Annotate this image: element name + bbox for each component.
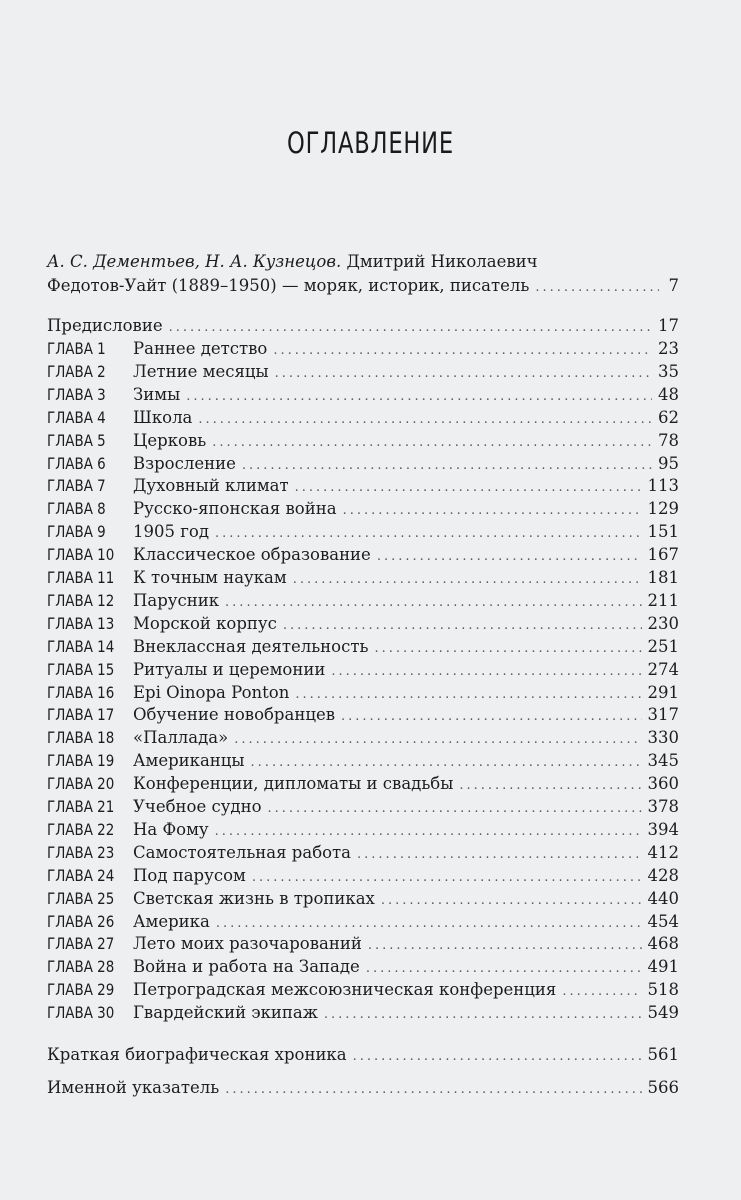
dot-leader (268, 801, 642, 816)
toc-entry-index[interactable] (47, 1078, 679, 1101)
chapter-label: ГЛАВА 14 (47, 636, 115, 656)
chapter-title: Церковь (133, 430, 207, 450)
dot-leader (169, 320, 652, 335)
page-number: 561 (647, 1045, 679, 1064)
page-number: 491 (647, 957, 679, 977)
dot-leader (215, 824, 642, 839)
dot-leader (242, 458, 652, 473)
page-number: 62 (658, 407, 679, 427)
page-number: 454 (647, 911, 679, 931)
dot-leader (275, 366, 652, 381)
chapter-label: ГЛАВА 10 (47, 545, 115, 565)
chapter-title: Зимы (133, 384, 181, 404)
toc-entry-chapter[interactable] (47, 728, 679, 751)
toc-entry-chapter[interactable] (47, 454, 679, 477)
page-number: 167 (647, 545, 679, 565)
dot-leader (353, 1049, 642, 1064)
dot-leader (283, 618, 642, 633)
page-title: ОГЛАВЛЕНИЕ (287, 126, 454, 160)
chapter-title: На Фому (133, 819, 209, 839)
page-number: 412 (647, 842, 679, 862)
chapter-title: Учебное судно (133, 797, 262, 816)
toc-entry-chapter[interactable] (47, 637, 679, 660)
page-number: 7 (668, 276, 679, 295)
page-number: 78 (658, 430, 679, 450)
toc-entry-chapter[interactable] (47, 362, 679, 385)
dot-leader (374, 641, 641, 656)
dot-leader (295, 687, 641, 702)
chapter-title: Школа (133, 407, 193, 427)
chapter-title: Под парусом (133, 865, 246, 885)
chapter-label: ГЛАВА 26 (47, 911, 115, 931)
chapter-title: Гвардейский экипаж (133, 1003, 318, 1023)
chapter-title: Америка (133, 911, 210, 931)
toc-entry-chapter[interactable] (47, 431, 679, 454)
chapter-title: Летние месяцы (133, 361, 269, 381)
chapter-label: ГЛАВА 24 (47, 865, 115, 885)
chapter-title: 1905 год (133, 522, 209, 542)
intro-entry-line2[interactable] (47, 276, 679, 299)
dot-leader (293, 572, 642, 587)
toc-entry-chapter[interactable] (47, 545, 679, 568)
page-number: 291 (647, 682, 679, 702)
intro-title-line1: Дмитрий Николаевич (346, 252, 538, 271)
chapter-title: Парусник (133, 590, 220, 610)
dot-leader (366, 961, 642, 976)
chapter-title: Русско-японская война (133, 499, 337, 519)
toc-entry-chapter[interactable] (47, 843, 679, 866)
page-number: 566 (647, 1078, 679, 1097)
dot-leader (368, 938, 642, 953)
page-number: 251 (647, 636, 679, 656)
chapter-title: Светская жизнь в тропиках (133, 888, 375, 908)
chapter-label: ГЛАВА 15 (47, 659, 115, 679)
dot-leader (225, 595, 641, 610)
dot-leader (252, 870, 642, 885)
chapter-label: ГЛАВА 4 (47, 407, 106, 427)
dot-leader (377, 549, 642, 564)
toc-entry-preface[interactable] (47, 316, 679, 339)
dot-leader (295, 480, 642, 495)
toc-entry-chapter[interactable] (47, 683, 679, 706)
chapter-label: ГЛАВА 5 (47, 430, 106, 450)
chapter-label: ГЛАВА 7 (47, 476, 106, 496)
chapter-label: ГЛАВА 16 (47, 682, 115, 702)
entry-title: Предисловие (47, 316, 163, 335)
toc-entry-chapter[interactable] (47, 408, 679, 431)
dot-leader (459, 778, 641, 793)
chapter-title: К точным наукам (133, 568, 287, 587)
chapter-title: Классическое образование (133, 545, 371, 565)
chapter-title: Лето моих разочарований (133, 934, 362, 954)
chapter-title: Раннее детство (133, 339, 268, 358)
toc-entry-chapter[interactable] (47, 957, 679, 980)
intro-authors: А. С. Дементьев, Н. А. Кузнецов. (47, 252, 342, 271)
chapter-label: ГЛАВА 3 (47, 384, 106, 404)
chapter-title: Американцы (133, 751, 245, 771)
chapter-title: Морской корпус (133, 613, 277, 633)
toc-entry-chapter[interactable] (47, 866, 679, 889)
toc-entry-chapter[interactable] (47, 912, 679, 935)
chapter-title: Война и работа на Западе (133, 957, 360, 977)
dot-leader (215, 526, 642, 541)
page-number: 330 (647, 728, 679, 748)
page-number: 113 (647, 476, 679, 496)
dot-leader (535, 280, 659, 295)
chapter-label: ГЛАВА 18 (47, 728, 115, 748)
dot-leader (341, 709, 642, 724)
toc-entry-chapter[interactable] (47, 522, 679, 545)
chapter-label: ГЛАВА 1 (47, 339, 106, 358)
dot-leader (562, 984, 641, 999)
chapter-label: ГЛАВА 13 (47, 613, 115, 633)
page-number: 468 (647, 934, 679, 954)
page-number: 17 (658, 316, 679, 335)
dot-leader (198, 412, 652, 427)
chapter-label: ГЛАВА 30 (47, 1003, 115, 1023)
dot-leader (251, 755, 642, 770)
dot-leader (225, 1082, 641, 1097)
page-number: 394 (647, 819, 679, 839)
chapter-label: ГЛАВА 20 (47, 774, 115, 794)
chapter-title: Конференции, дипломаты и свадьбы (133, 774, 454, 794)
toc-entry-chapter[interactable] (47, 339, 679, 362)
dot-leader (324, 1007, 642, 1022)
toc-entry-chapter[interactable] (47, 751, 679, 774)
intro-entry-line1 (47, 252, 538, 271)
dot-leader (186, 389, 652, 404)
page-number: 151 (647, 522, 679, 542)
chapter-label: ГЛАВА 12 (47, 590, 115, 610)
toc-entry-chapter[interactable] (47, 774, 679, 797)
toc-entry-chapter[interactable] (47, 614, 679, 637)
page-number: 378 (647, 797, 679, 816)
dot-leader (234, 732, 641, 747)
toc-entry-chapter[interactable] (47, 889, 679, 912)
page-number: 428 (647, 865, 679, 885)
page-number: 317 (647, 705, 679, 725)
page-number: 181 (647, 568, 679, 587)
toc-entry-chapter[interactable] (47, 1003, 679, 1026)
chapter-title: Epi Oinopa Ponton (133, 682, 290, 702)
toc-entry-chapter[interactable] (47, 820, 679, 843)
page-number: 48 (658, 384, 679, 404)
entry-title: Краткая биографическая хроника (47, 1045, 347, 1064)
dot-leader (357, 847, 641, 862)
page-number: 345 (647, 751, 679, 771)
chapter-label: ГЛАВА 19 (47, 751, 115, 771)
chapter-label: ГЛАВА 25 (47, 888, 115, 908)
chapter-label: ГЛАВА 9 (47, 522, 106, 542)
chapter-title: Петроградская межсоюзническая конференция (133, 980, 557, 1000)
toc-entry-chapter[interactable] (47, 385, 679, 408)
dot-leader (216, 916, 642, 931)
page-number: 230 (647, 613, 679, 633)
dot-leader (273, 343, 652, 358)
chapter-label: ГЛАВА 6 (47, 453, 106, 473)
chapter-label: ГЛАВА 29 (47, 980, 115, 1000)
toc-entry-chapter[interactable] (47, 980, 679, 1003)
chapter-title: Обучение новобранцев (133, 705, 335, 725)
page-number: 274 (647, 659, 679, 679)
toc-entry-chronicle[interactable] (47, 1045, 679, 1068)
chapter-title: Самостоятельная работа (133, 842, 352, 862)
page-number: 518 (647, 980, 679, 1000)
chapter-title: Внеклассная деятельность (133, 636, 369, 656)
chapter-label: ГЛАВА 23 (47, 842, 115, 862)
chapter-label: ГЛАВА 11 (47, 568, 115, 587)
toc-entry-chapter[interactable] (47, 934, 679, 957)
toc-entry-chapter[interactable] (47, 499, 679, 522)
chapter-label: ГЛАВА 21 (47, 797, 115, 816)
page-number: 95 (658, 453, 679, 473)
page-number: 360 (647, 774, 679, 794)
toc-entry-chapter[interactable] (47, 591, 679, 614)
intro-title-line2: Федотов-Уайт (1889–1950) — моряк, историк, писатель (47, 276, 530, 295)
dot-leader (343, 503, 642, 518)
toc-entry-chapter[interactable] (47, 660, 679, 683)
page-number: 440 (647, 888, 679, 908)
chapter-title: «Паллада» (133, 728, 229, 748)
chapter-title: Взросление (133, 453, 236, 473)
page-number: 129 (647, 499, 679, 519)
page-number: 549 (647, 1003, 679, 1023)
chapter-title: Духовный климат (133, 476, 289, 496)
dot-leader (331, 664, 641, 679)
toc-entry-chapter[interactable] (47, 705, 679, 728)
dot-leader (212, 435, 652, 450)
toc-entry-chapter[interactable] (47, 476, 679, 499)
chapter-label: ГЛАВА 27 (47, 934, 115, 954)
chapter-label: ГЛАВА 8 (47, 499, 106, 519)
dot-leader (381, 893, 642, 908)
chapter-label: ГЛАВА 17 (47, 705, 115, 725)
page-number: 23 (658, 339, 679, 358)
page-number: 211 (647, 590, 679, 610)
toc-entry-chapter[interactable] (47, 797, 679, 820)
chapter-label: ГЛАВА 28 (47, 957, 115, 977)
entry-title: Именной указатель (47, 1078, 220, 1097)
toc-entry-chapter[interactable] (47, 568, 679, 591)
chapter-label: ГЛАВА 2 (47, 361, 106, 381)
chapter-title: Ритуалы и церемонии (133, 659, 326, 679)
chapter-label: ГЛАВА 22 (47, 819, 115, 839)
page-number: 35 (658, 361, 679, 381)
